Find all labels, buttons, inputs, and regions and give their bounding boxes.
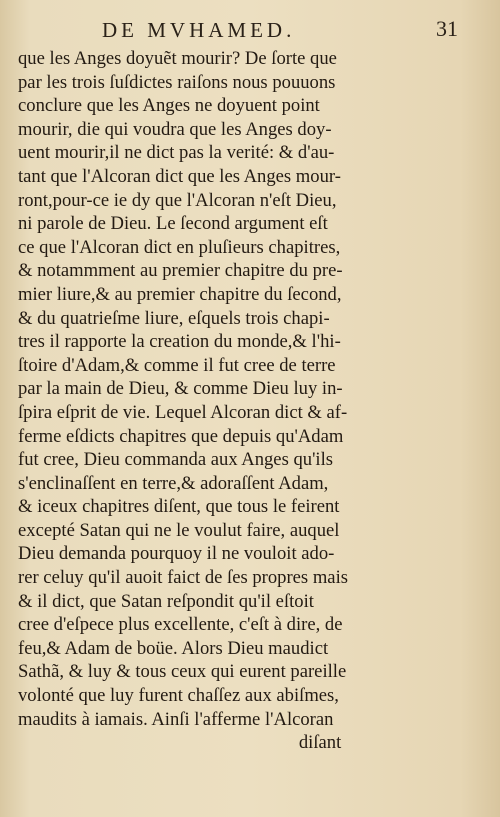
text-line: uent mourir,il ne dict pas la verité: & d'au- [18,142,335,164]
text-line: que les Anges doyuẽt mourir? De ſorte que [18,48,337,69]
text-line: volonté que luy furent chaſſez aux abiſmes, [18,685,339,707]
text-line: par les trois ſuſdictes raiſons nous pouuons [18,71,336,93]
page-number: 31 [436,16,458,41]
text-line: Sathã, & luy & tous ceux qui eurent pareille [18,661,347,683]
text-line: maudits à iamais. Ainſi l'afferme l'Alcoran [18,708,334,730]
text-line: & notammment au premier chapitre du pre- [18,260,343,282]
text-line: rer celuy qu'il auoit faict de ſes propres mais [18,567,348,589]
text-line: par la main de Dieu, & comme Dieu luy in- [18,378,343,400]
text-line: ferme eſdicts chapitres que depuis qu'Adam [18,425,344,447]
text-line: tres il rapporte la creation du monde,& l'hi- [18,331,341,353]
text-line: ce que l'Alcoran dict en pluſieurs chapitres, [18,236,341,258]
text-line: feu,& Adam de boüe. Alors Dieu maudict [18,637,329,659]
page-header [0,12,500,46]
text-line: excepté Satan qui ne le voulut faire, auquel [18,519,340,541]
text-line: mourir, die qui voudra que les Anges doy- [18,118,332,140]
text-line: ront,pour-ce ie dy que l'Alcoran n'eſt Dieu, [18,189,337,211]
text-line: & il dict, que Satan reſpondit qu'il eſtoit [18,590,314,612]
text-line: mier liure,& au premier chapitre du ſecond, [18,283,342,305]
text-line: ſpira eſprit de vie. Lequel Alcoran dict & af- [18,401,348,423]
running-head: DE MVHAMED. [102,18,296,42]
text-line: & du quatrieſme liure, eſquels trois chapi- [18,307,330,329]
text-line: & iceux chapitres diſent, que tous le feirent [18,496,340,518]
catchword: diſant [298,732,342,754]
text-line: fut cree, Dieu commanda aux Anges qu'ils [18,449,334,471]
text-line: conclure que les Anges ne doyuent point [18,95,320,117]
text-line: cree d'eſpece plus excellente, c'eſt à dire, de [18,614,343,636]
text-line: Dieu demanda pourquoy il ne vouloit ado- [18,543,335,565]
text-line: tant que l'Alcoran dict que les Anges mour- [18,165,341,187]
text-line: ni parole de Dieu. Le ſecond argument eſt [18,213,328,235]
text-line: ſtoire d'Adam,& comme il fut cree de terre [18,354,336,376]
text-line: s'enclinaſſent en terre,& adoraſſent Adam, [18,472,329,494]
body-text [18,47,348,755]
